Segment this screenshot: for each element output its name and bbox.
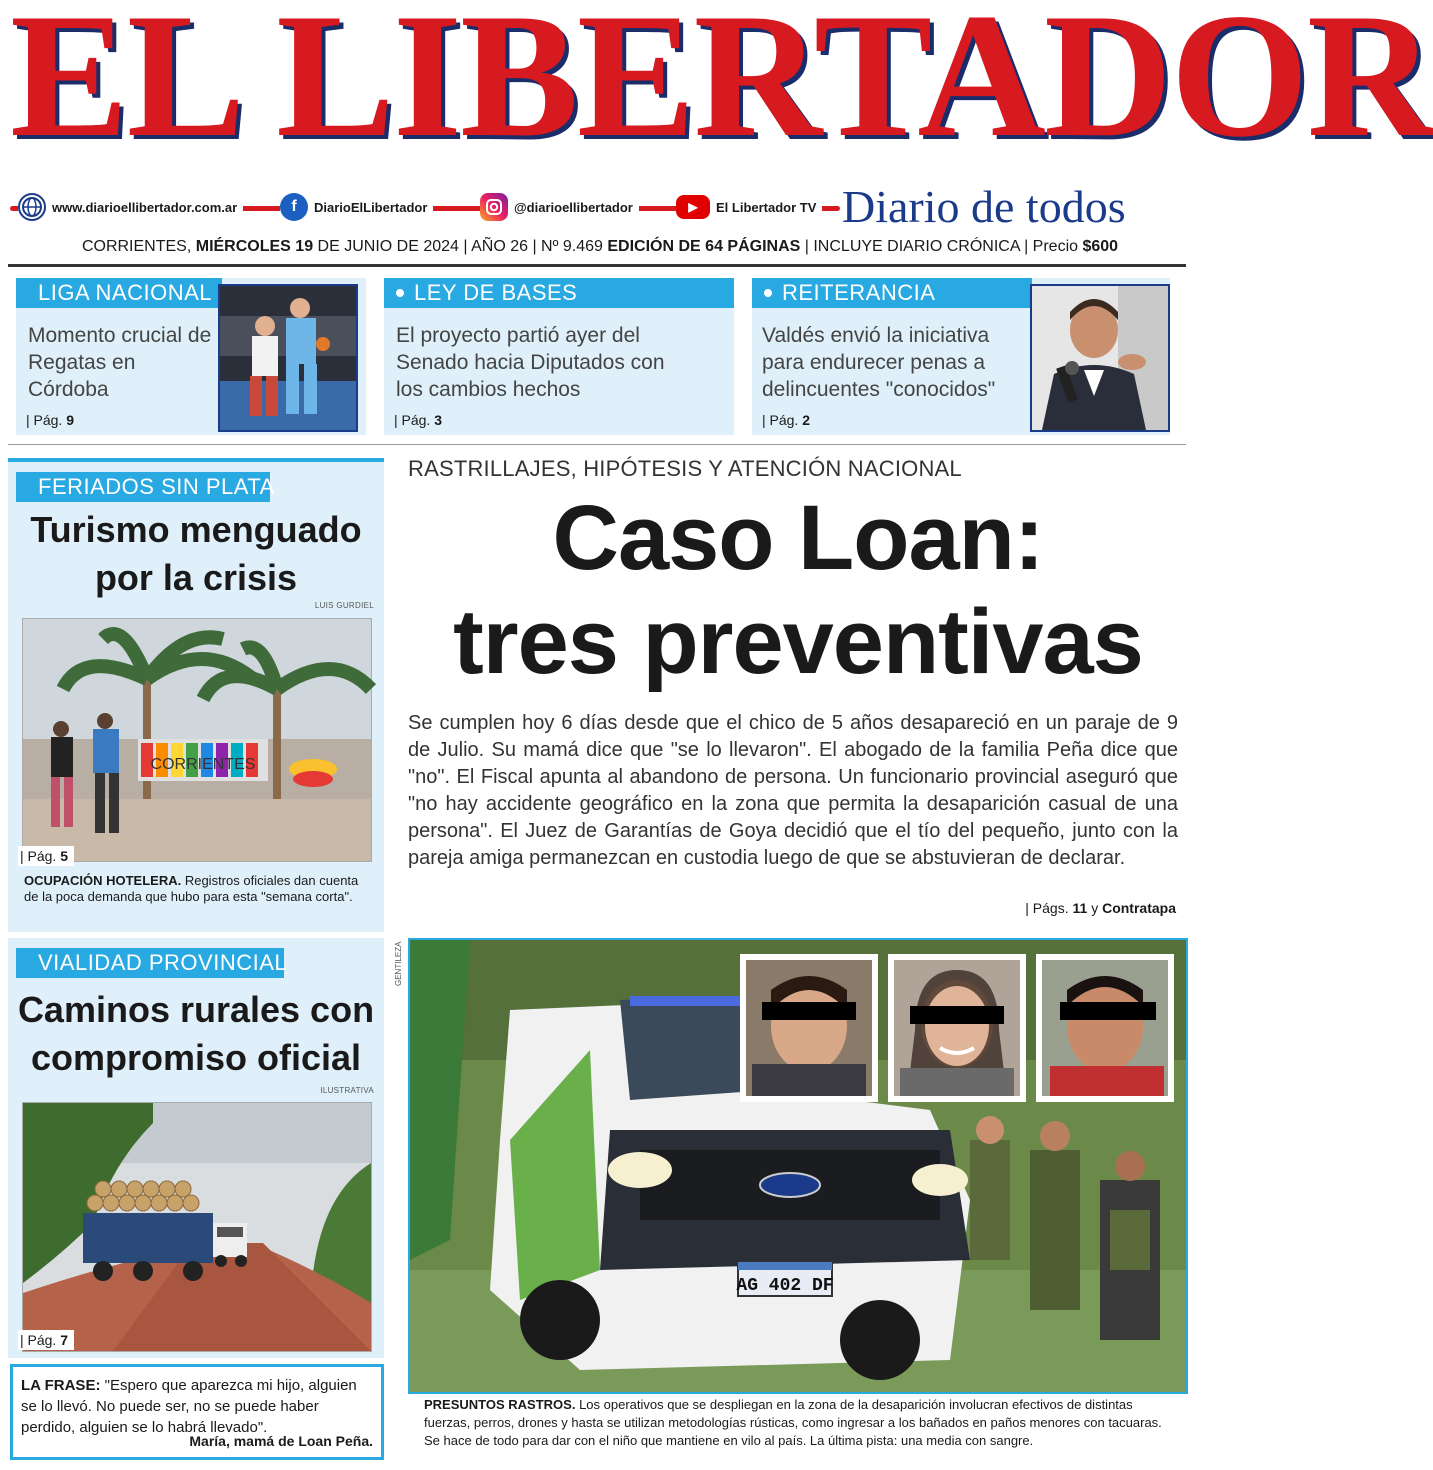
teaser-tag-label: REITERANCIA [782,280,936,305]
youtube-icon: ▶ [676,195,710,219]
masthead [0,0,1433,268]
slogan: Diario de todos [842,181,1126,232]
dateline-extra: | INCLUYE DIARIO CRÓNICA | Precio [800,238,1083,255]
quote-author: María, mamá de Loan Peña. [189,1433,373,1449]
headline-line-2: tres preventivas [453,591,1143,693]
story-caminos[interactable] [8,938,384,1358]
teaser-ley-de-bases[interactable] [384,278,734,435]
teaser-text: Momento crucial de Regatas en Córdoba [28,324,212,401]
pages-number: 11 [1072,900,1088,916]
dateline-issue: DE JUNIO DE 2024 | AÑO 26 | Nº 9.469 [313,238,608,255]
teaser-text: Valdés envió la iniciativa para endurecer penas a delincuentes "conocidos" [762,324,996,401]
basketball-photo [218,284,358,432]
dateline-price: $600 [1082,238,1119,255]
youtube-link[interactable] [676,190,822,224]
quote-text [21,1375,371,1438]
left-column [8,458,384,1462]
masthead-rule [8,264,1186,267]
story-tag [16,472,275,502]
facebook-link[interactable] [280,190,433,224]
main-kicker: RASTRILLAJES, HIPÓTESIS Y ATENCIÓN NACIONAL [408,456,962,481]
governor-photo [1030,284,1170,432]
story-tag [16,948,288,978]
teaser-page [26,412,74,428]
photo-credit: LUIS GURDIEL [314,601,374,610]
caption-lead: OCUPACIÓN HOTELERA. [24,873,182,888]
main-caption [424,1396,1176,1450]
story-tag-label: VIALIDAD PROVINCIAL [38,950,288,975]
newspaper-logo: EL LIBERTADOR [10,0,1433,174]
main-pages [1000,900,1176,916]
search-operation-photo [408,938,1188,1394]
teaser-reiterancia[interactable] [752,278,1170,435]
page-number: 3 [434,412,443,428]
story-page [18,846,74,866]
license-plate: AG 402 DF [736,1276,834,1296]
page-number: 7 [60,1332,69,1348]
photo-credit-main: GENTILEZA [394,941,403,986]
dateline [0,238,1200,256]
instagram-icon [480,193,508,221]
youtube-label: El Libertador TV [716,199,817,215]
pages-back: Contratapa [1102,900,1176,916]
story-headline: Caminos rurales con compromiso oficial [17,989,375,1078]
website-link[interactable] [18,190,243,224]
facebook-icon: f [280,193,308,221]
teaser-tag [752,278,1032,308]
headline-line-1: Caso Loan: [552,487,1044,589]
teaser-tag [384,278,734,308]
page-number: 9 [66,412,75,428]
page-number: 5 [60,848,69,864]
story-turismo[interactable] [8,458,384,932]
main-headline[interactable] [400,486,1196,694]
page-label: | Pág. [762,412,803,428]
teaser-tag [16,278,222,308]
teaser-page [762,412,810,428]
instagram-link[interactable] [480,190,639,224]
teaser-liga-nacional[interactable] [16,278,366,435]
teaser-tag-label: LEY DE BASES [414,280,578,305]
pages-label: | Págs. [1025,900,1073,916]
pages-and: y [1087,900,1103,916]
column-rule [8,458,384,462]
quote-lead: LA FRASE: [21,1377,101,1394]
page-label: | Pág. [20,848,61,864]
rural-road-photo [22,1102,372,1352]
tourism-photo [22,618,372,862]
teaser-page [394,412,442,428]
story-tag-label: FERIADOS SIN PLATA [38,474,275,499]
main-body: Se cumplen hoy 6 días desde que el chico de 5 años desapareció en un paraje de 9 de Julio. Su mamá dice que "se lo llevaron". El abogado de la familia Peña dice que "no". El Fiscal apunta al abandono de persona. Un funcionario provincial aseguró que "no hay accidente geográfico en la zona que permita la desaparición casual de una persona". El Juez de Garantías de Goya decidió que el tío del pequeño, junto con la pareja amiga permanezcan en custodia luego de que se abstuvieran de declarar. [408,712,1178,869]
globe-icon [18,193,46,221]
dateline-day: MIÉRCOLES 19 [195,238,314,255]
suspect-photos [740,954,1174,1102]
teaser-tag-label: LIGA NACIONAL [38,280,213,305]
quote-body: "Espero que aparezca mi hijo, alguien se lo llevó. No puede ser, no se puede haber perdido, alguien se lo habrá llevado". [21,1377,357,1436]
page-label: | Pág. [26,412,67,428]
story-caption [24,873,372,905]
teaser-text: El proyecto partió ayer del Senado hacia Diputados con los cambios hechos [396,324,665,401]
sign-text: CORRIENTES [150,756,256,773]
page-label: | Pág. [20,1332,61,1348]
page-number: 2 [802,412,811,428]
facebook-label: DiarioElLibertador [314,199,428,215]
story-headline: Turismo menguado por la crisis [30,509,362,598]
quote-box [10,1364,384,1460]
dateline-city: CORRIENTES, [81,238,196,255]
instagram-label: @diarioellibertador [514,199,633,215]
caption-lead: PRESUNTOS RASTROS. [424,1397,576,1412]
caption-text: Los operativos que se despliegan en la zona de la desaparición involucran efectivos de distintas fuerzas, perros, drones y hasta se utilizan metodologías rústicas, como ingresar a los bañados en paños menores con tacuaras. Se hace de todo para dar con el niño que mantiene en vilo al país. La última pista: una media con sangre. [424,1397,1162,1448]
story-page [18,1330,74,1350]
website-label: www.diarioellibertador.com.ar [52,199,238,215]
social-bar [10,190,840,224]
teaser-rule [8,444,1186,445]
dateline-edition: EDICIÓN DE 64 PÁGINAS [607,238,801,255]
caption-text: Registros oficiales dan cuenta de la poca demanda que hubo para esta "semana corta". [24,873,359,904]
photo-credit: ILUSTRATIVA [320,1086,374,1095]
page-label: | Pág. [394,412,435,428]
